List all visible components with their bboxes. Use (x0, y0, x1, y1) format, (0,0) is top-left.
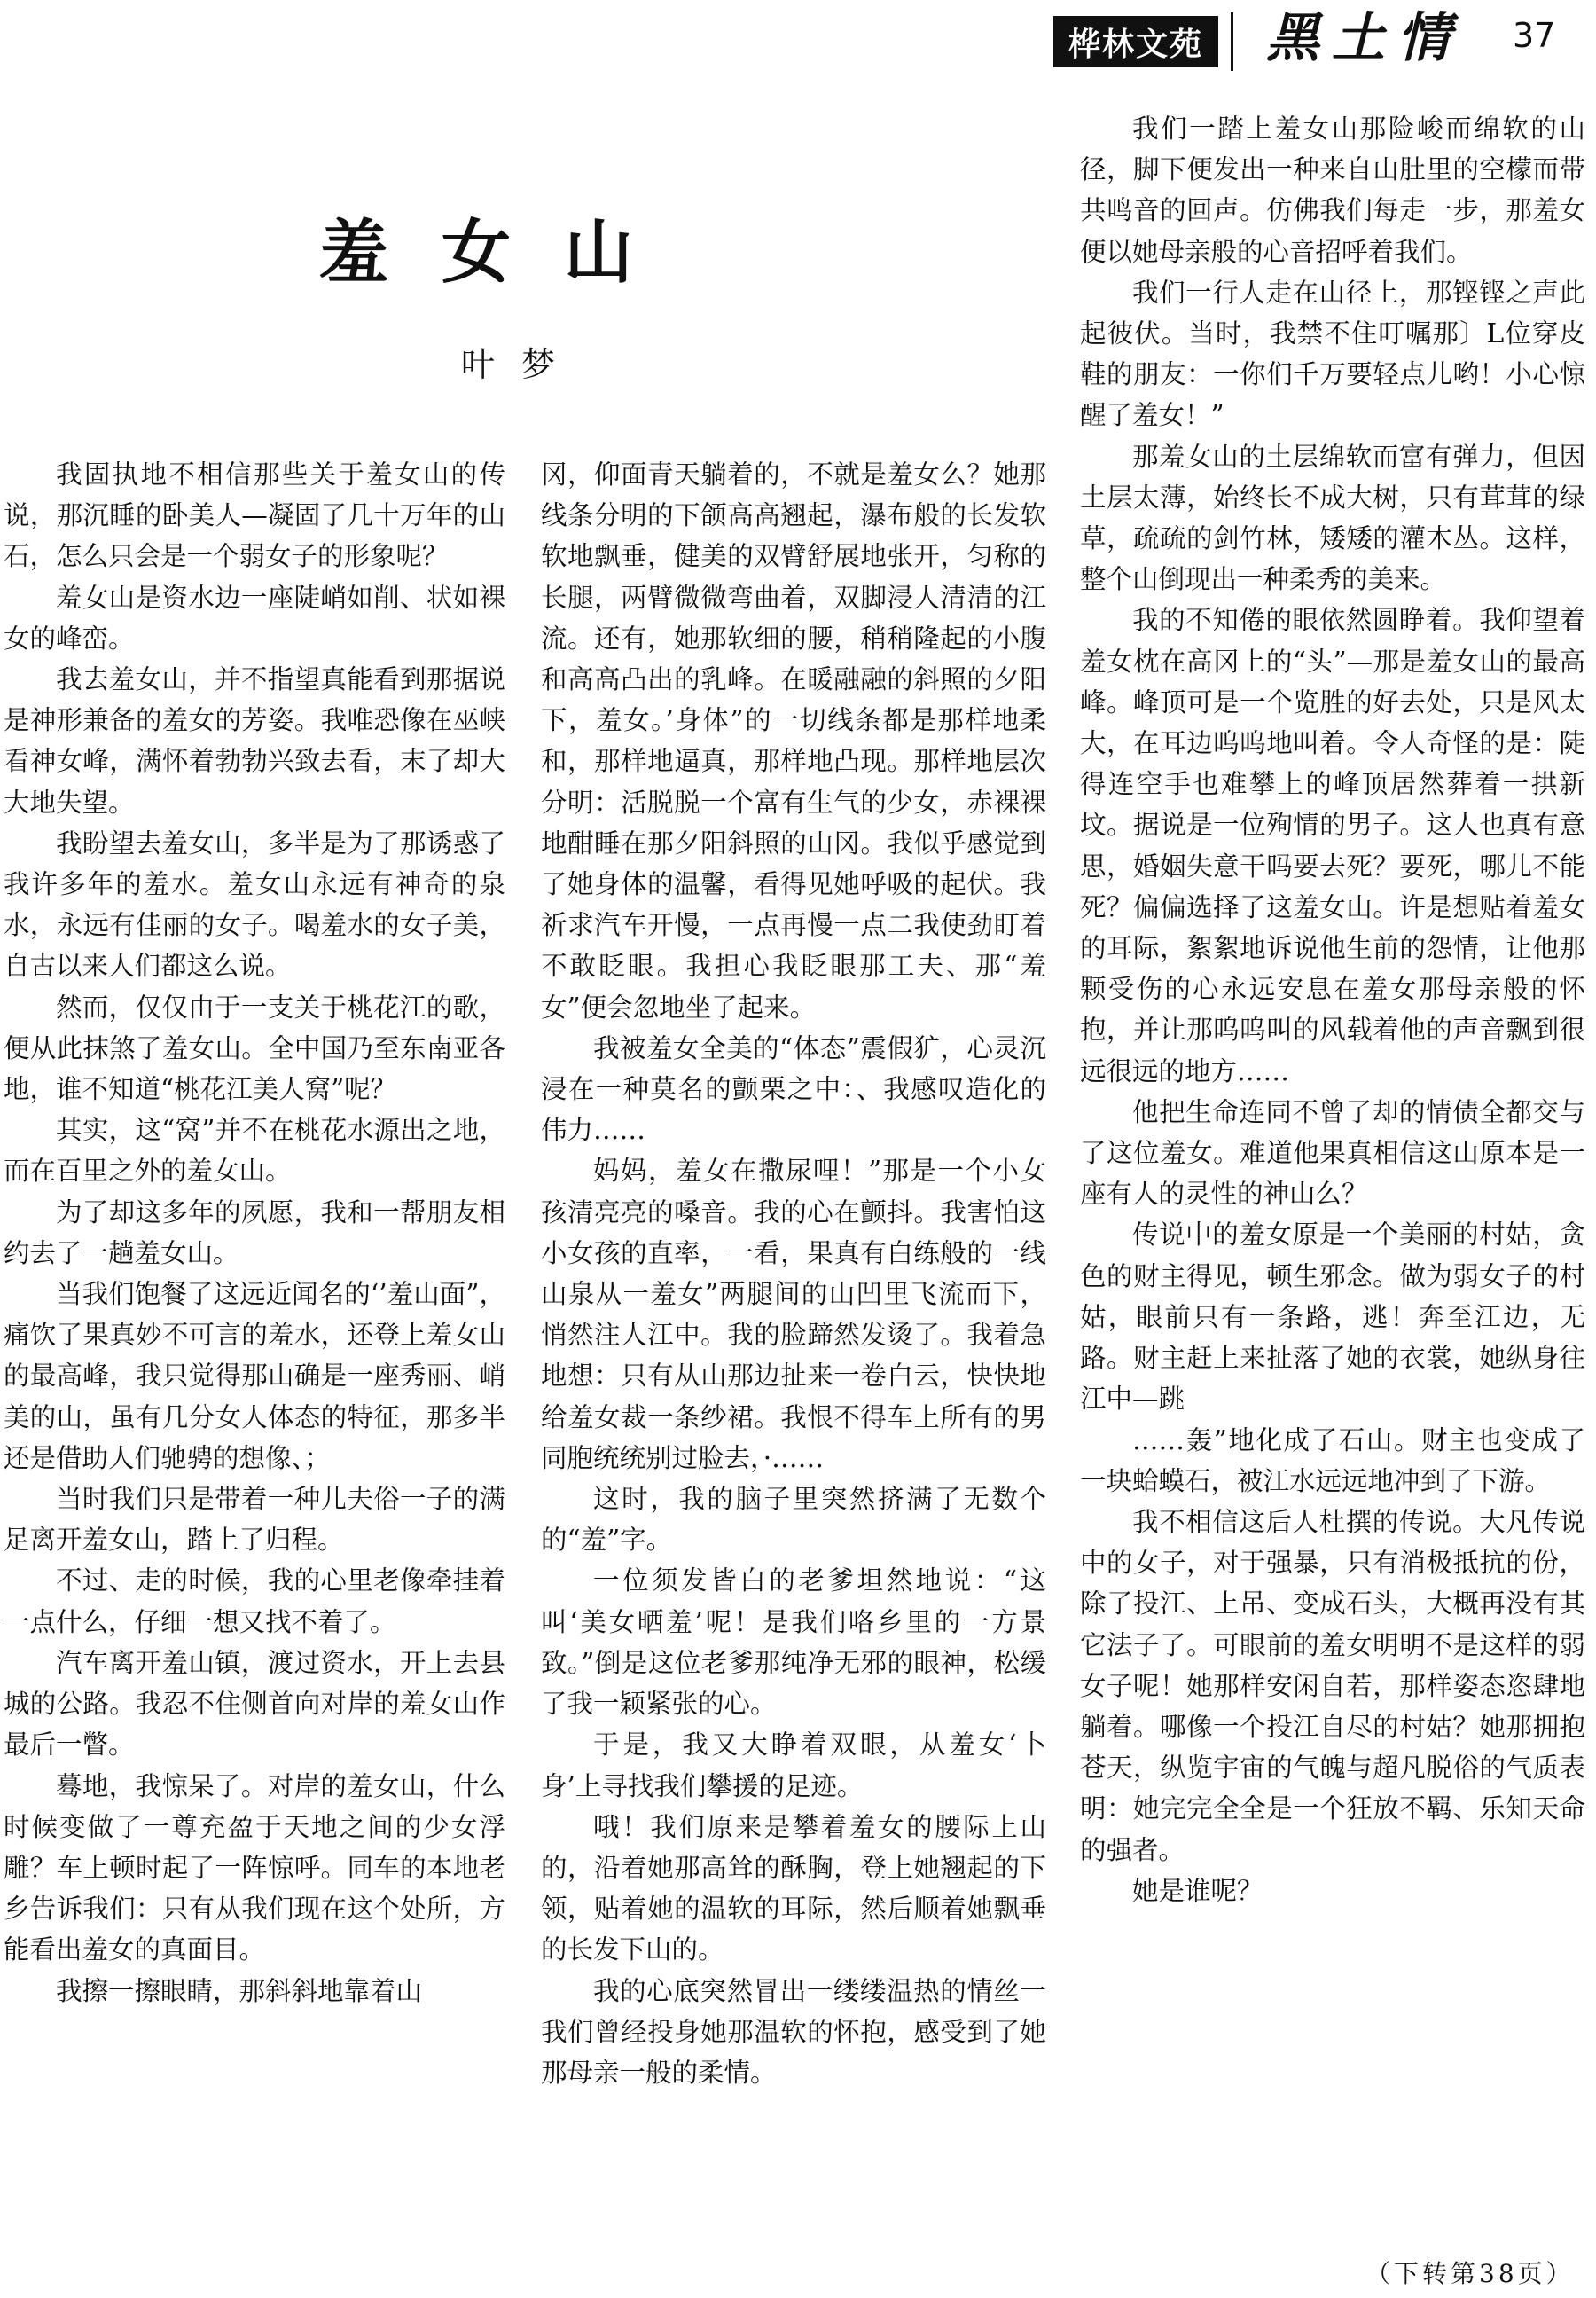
article-title: 羞女山 (319, 212, 687, 293)
paragraph: 当我们饱餐了这远近闻名的‘’羞山面”，痛饮了果真妙不可言的羞水，还登上羞女山的最高峰，我只觉得那山确是一座秀丽、峭美的山，虽有几分女人体态的特征，那多半还是借助人们驰骋的想像、； (4, 1279, 505, 1473)
paragraph: 这时，我的脑子里突然挤满了无数个的“羞”字。 (541, 1484, 1046, 1556)
paragraph: 羞女山是资水边一座陡峭如削、状如裸女的峰峦。 (4, 582, 505, 654)
paragraph: 我固执地不相信那些关于羞女山的传说，那沉睡的卧美人—凝固了几十万年的山石，怎么只会是一个弱女子的形象呢？ (4, 459, 505, 572)
paragraph: ……轰”地化成了石山。财主也变成了一块蛤蟆石，被江水远远地冲到了下游。 (1080, 1424, 1585, 1496)
continue-note: （下转第38页） (1365, 2259, 1575, 2288)
paragraph: 其实，这“窝”并不在桃花水源出之地，而在百里之外的羞女山。 (4, 1115, 505, 1187)
text-column-1 (4, 454, 505, 2012)
paragraph: 为了却这多年的夙愿，我和一帮朋友相约去了一趟羞女山。 (4, 1196, 505, 1268)
paragraph: 妈妈，羞女在撒尿哩！”那是一个小女孩清亮亮的嗓音。我的心在颤抖。我害怕这小女孩的直率，一看，果真有白练般的一线山泉从一羞女”两腿间的山凹里飞流而下，悄然注人江中。我的脸蹄然发烫了。我着急地想：只有从山那边扯来一卷白云，快快地给羞女裁一条纱裙。我恨不得车上所有的男同胞统统别过脸去，·…… (541, 1156, 1046, 1473)
paragraph: 她是谁呢？ (1132, 1875, 1264, 1906)
paragraph: 那羞女山的土层绵软而富有弹力，但因土层太薄，始终长不成大树，只有茸茸的绿草，疏疏的剑竹林，矮矮的灌木丛。这样，整个山倒现出一种柔秀的美来。 (1080, 441, 1585, 595)
paragraph: 哦！我们原来是攀着羞女的腰际上山的，沿着她那高耸的酥胸，登上她翘起的下领，贴着她的温软的耳际，然后顺着她飘垂的长发下山的。 (541, 1811, 1046, 1965)
header-divider (1231, 12, 1233, 71)
paragraph: 当时我们只是带着一种儿夫俗一子的满足离开羞女山，踏上了归程。 (4, 1484, 505, 1556)
paragraph: 我盼望去羞女山，多半是为了那诱惑了我许多年的羞水。羞女山永远有神奇的泉水，永远有佳丽的女子。喝羞水的女子美，自古以来人们都这么说。 (4, 827, 505, 982)
article-author: 叶梦 (461, 345, 583, 384)
paragraph: 蓦地，我惊呆了。对岸的羞女山，什么时候变做了一尊充盈于天地之间的少女浮雕？车上顿时起了一阵惊呼。同车的本地老乡告诉我们：只有从我们现在这个处所，方能看出羞女的真面目。 (4, 1770, 505, 1965)
paragraph: 我去羞女山，并不指望真能看到那据说是神形兼备的羞女的芳姿。我唯恐像在巫峡看神女峰，满怀着勃勃兴致去看，末了却大大地失望。 (4, 664, 505, 818)
section-label: 桦林文苑 (1053, 16, 1218, 67)
paragraph: 我们一踏上羞女山那险峻而绵软的山径，脚下便发出一种来自山肚里的空檬而带共鸣音的回声。仿佛我们每走一步，那羞女便以她母亲般的心音招呼着我们。 (1080, 114, 1585, 267)
paragraph: 汽车离开羞山镇，渡过资水，开上去县城的公路。我忍不住侧首向对岸的羞女山作最后一瞥。 (4, 1647, 505, 1761)
paragraph: 不过、走的时候，我的心里老像牵挂着一点什么，仔细一想又找不着了。 (4, 1565, 505, 1637)
paragraph: 于是，我又大睁着双眼，从羞女‘卜身’上寻找我们攀援的足迹。 (541, 1729, 1046, 1801)
magazine-logo: 黑土情 (1266, 7, 1463, 69)
text-column-2 (541, 454, 1046, 2093)
page-header (0, 7, 1596, 69)
paragraph: 一位须发皆白的老爹坦然地说：“这叫‘美女晒羞’呢！是我们咯乡里的一方景致。”倒是这位老爹那纯净无邪的眼神，松缓了我一颖紧张的心。 (541, 1565, 1046, 1720)
paragraph: 我们一行人走在山径上，那铿铿之声此起彼伏。当时，我禁不住叮嘱那〕L位穿皮鞋的朋友：一你们千万要轻点儿哟！小心惊醒了羞女！” (1080, 277, 1585, 431)
paragraph: 我擦一擦眼睛，那斜斜地靠着山 (56, 1975, 423, 2006)
paragraph: 然而，仅仅由于一支关于桃花江的歌，便从此抹煞了羞女山。全中国乃至东南亚各地，谁不知道“桃花江美人窝”呢？ (4, 992, 505, 1105)
paragraph: 冈，仰面青天躺着的，不就是羞女么？她那线条分明的下颌高高翘起，瀑布般的长发软软地飘垂，健美的双臂舒展地张开，匀称的长腿，两臂微微弯曲着，双脚浸人清清的江流。还有，她那软细的腰，稍稍隆起的小腹和高高凸出的乳峰。在暖融融的斜照的夕阳下，羞女。’身体”的一切线条都是那样地柔和，那样地逼真，那样地凸现。那样地层次分明：活脱脱一个富有生气的少女，赤裸裸地酣睡在那夕阳斜照的山冈。我似乎感觉到了她身体的温馨，看得见她呼吸的起伏。我祈求汽车开慢，一点再慢一点二我使劲盯着不敢眨眼。我担心我眨眼那工夫、那“羞女”便会忽地坐了起来。 (541, 459, 1046, 1023)
paragraph: 我被羞女全美的“体态”震假犷，心灵沉浸在一种莫名的颤栗之中：、我感叹造化的伟力…… (541, 1032, 1046, 1146)
paragraph: 传说中的羞女原是一个美丽的村姑，贪色的财主得见，顿生邪念。做为弱女子的村姑，眼前只有一条路，逃！奔至江边，无路。财主赶上来扯落了她的衣裳，她纵身往江中—跳 (1080, 1220, 1585, 1415)
paragraph: 我不相信这后人杜撰的传说。大凡传说中的女子，对于强暴，只有消极抵抗的份，除了投江、上吊、变成石头，大概再没有其它法子了。可眼前的羞女明明不是这样的弱女子呢！她那样安闲自若，那样姿态恣肆地躺着。哪像一个投江自尽的村姑？她那拥抱苍天，纵览宇宙的气魄与超凡脱俗的气质表明：她完完全全是一个狂放不羁、乐知天命的强者。 (1080, 1506, 1585, 1865)
paragraph: 我的不知倦的眼依然圆睁着。我仰望着羞女枕在高冈上的“头”—那是羞女山的最高峰。峰顶可是一个览胜的好去处，只是风太大，在耳边呜呜地叫着。令人奇怪的是：陡得连空手也难攀上的峰顶居然葬着一拱新坟。据说是一位殉情的男子。这人也真有意思，婚姻失意干吗要去死？要死，哪儿不能死？偏偏选择了这羞女山。许是想贴着羞女的耳际，絮絮地诉说他生前的怨情，让他那颗受伤的心永远安息在羞女那母亲般的怀抱，并让那呜呜叫的风载着他的声音飘到很远很远的地方…… (1080, 605, 1585, 1086)
paragraph: 他把生命连同不曾了却的情债全都交与了这位羞女。难道他果真相信这山原本是一座有人的灵性的神山么？ (1080, 1096, 1585, 1210)
paragraph: 我的心底突然冒出一缕缕温热的情丝一我们曾经投身她那温软的怀抱，感受到了她那母亲一般的柔情。 (541, 1975, 1046, 2088)
text-column-3 (1080, 108, 1585, 1911)
page-number: 37 (1513, 16, 1556, 55)
